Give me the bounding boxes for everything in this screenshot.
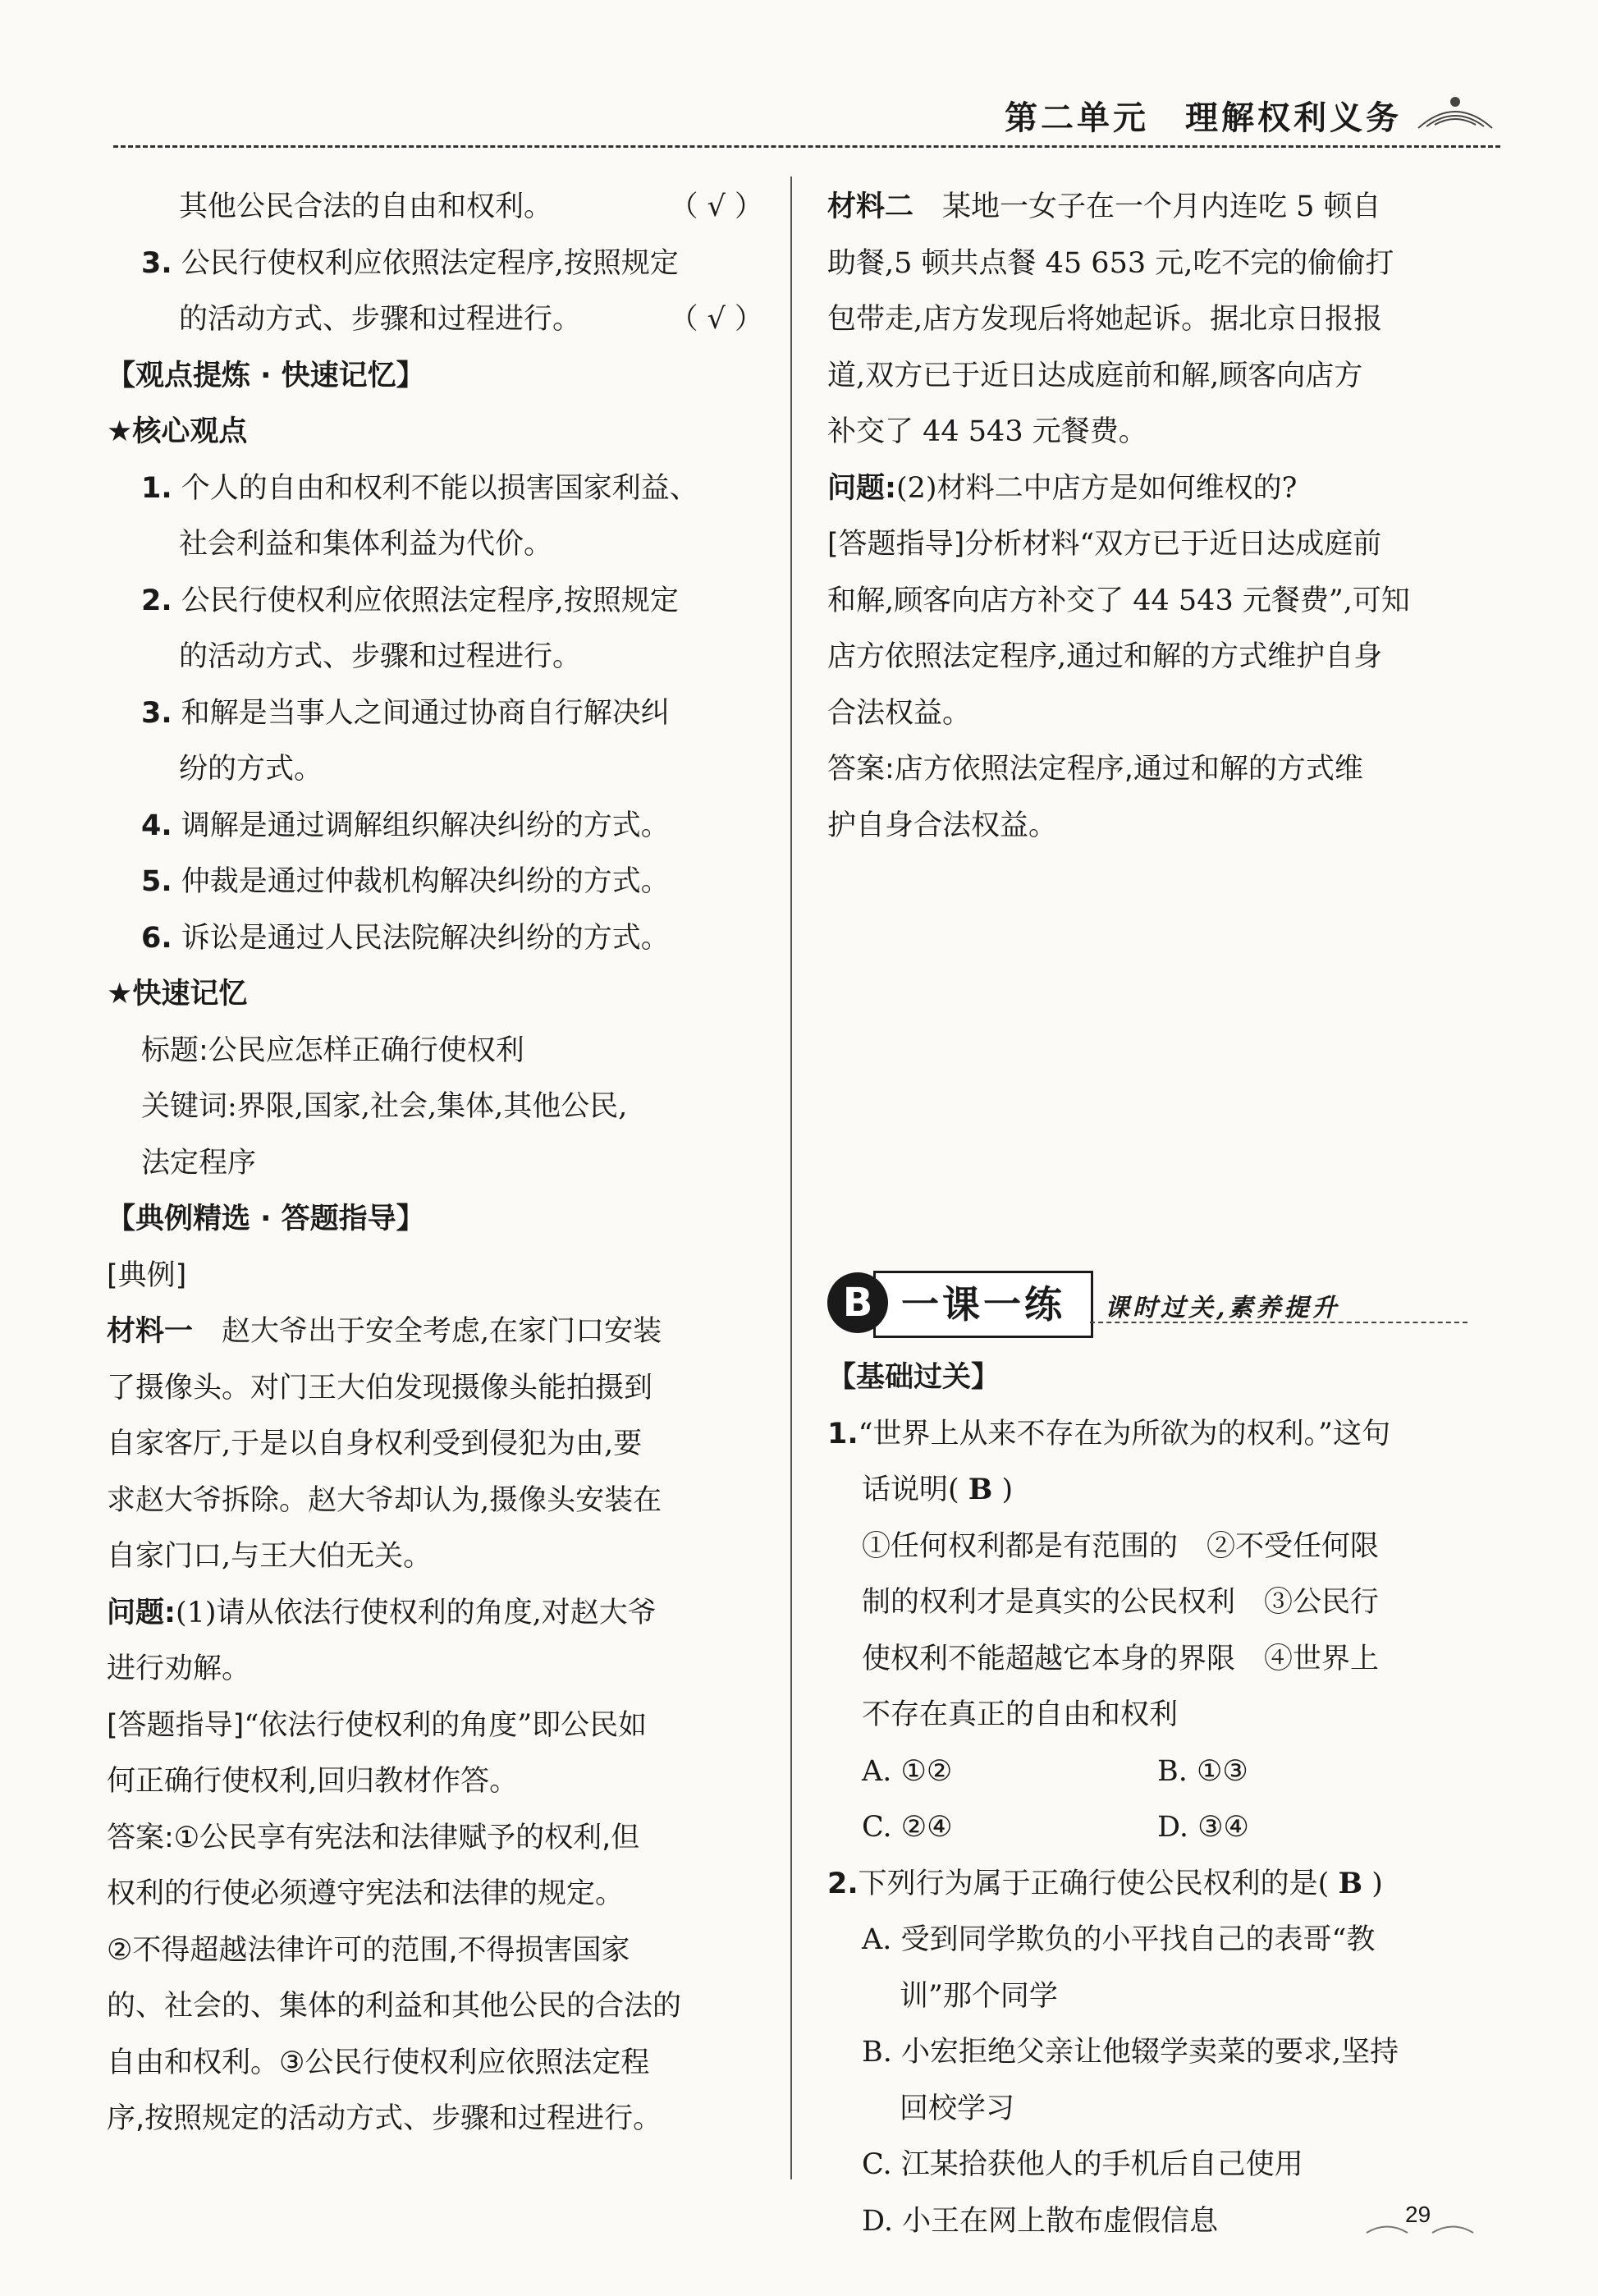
question-two: 问题:(2)材料二中店方是如何维权的? — [827, 471, 1298, 505]
section-heading: 【基础过关】 — [827, 1361, 1000, 1394]
answer-line: 自由和权利。③公民行使权利应依照法定程 — [107, 2046, 650, 2079]
guide-two: [答题指导]分析材料“双方已于近日达成庭前 — [827, 528, 1382, 561]
leaf-ornament-icon — [1410, 87, 1500, 136]
text-line: 合法权益。 — [827, 696, 972, 730]
footer-ornament-icon — [1362, 2216, 1477, 2241]
answer-choice: B — [1338, 1866, 1363, 1900]
question-1: 1.“世界上从来不存在为所欲为的权利。”这句 — [827, 1417, 1390, 1450]
question-2: 2.下列行为属于正确行使公民权利的是( B ) — [827, 1866, 1383, 1900]
material-one: 材料一 赵大爷出于安全考虑,在家门口安装 — [107, 1315, 662, 1348]
page-header — [113, 82, 1500, 148]
list-item-cont: 社会利益和集体利益为代价。 — [179, 528, 553, 561]
list-item: 6. 诉讼是通过人民法院解决纠纷的方式。 — [141, 921, 670, 955]
option-c: C. ②④ — [862, 1811, 953, 1844]
memory-keywords-cont: 法定程序 — [141, 1146, 257, 1180]
text-line: 求赵大爷拆除。赵大爷却认为,摄像头安装在 — [107, 1483, 662, 1517]
text-line: 道,双方已于近日达成庭前和解,顾客向店方 — [827, 359, 1363, 392]
text-line: 何正确行使权利,回归教材作答。 — [107, 1765, 519, 1798]
text-line: 和解,顾客向店方补交了 44 543 元餐费”,可知 — [827, 584, 1410, 617]
answer-line: 的、社会的、集体的利益和其他公民的合法的 — [107, 1990, 682, 2023]
unit-title: 第二单元 理解权利义务 — [1005, 99, 1402, 137]
question-one: 问题:(1)请从依法行使权利的角度,对赵大爷 — [107, 1596, 657, 1629]
option-d: D. ③④ — [1157, 1811, 1249, 1844]
option-row — [827, 1744, 1484, 1800]
right-column — [827, 179, 1484, 2249]
answer-one: 答案:①公民享有宪法和法律赋予的权利,但 — [107, 1821, 640, 1854]
text-line: 助餐,5 顿共点餐 45 653 元,吃不完的偷偷打 — [827, 246, 1394, 280]
answer-line: 序,按照规定的活动方式、步骤和过程进行。 — [107, 2102, 662, 2135]
answer-line: 护自身合法权益。 — [827, 809, 1058, 842]
answer-two: 答案:店方依照法定程序,通过和解的方式维 — [827, 753, 1363, 786]
statement-line: ①任何权利都是有范围的 ②不受任何限 — [862, 1529, 1380, 1563]
statement-line: 使权利不能超越它本身的界限 ④世界上 — [862, 1642, 1380, 1675]
text-line: 包带走,店方发现后将她起诉。据北京日报报 — [827, 303, 1383, 336]
answer-line: 权利的行使必须遵守宪法和法律的规定。 — [107, 1877, 625, 1910]
banner-title: 一课一练 — [873, 1271, 1093, 1338]
left-column — [107, 179, 763, 2147]
core-heading: ★核心观点 — [107, 415, 248, 448]
memory-keywords: 关键词:界限,国家,社会,集体,其他公民, — [141, 1090, 628, 1123]
list-item: 2. 公民行使权利应依照法定程序,按照规定 — [141, 584, 679, 617]
text-line: 补交了 44 543 元餐费。 — [827, 415, 1147, 448]
option-cont: 回校学习 — [900, 2092, 1015, 2125]
text-line: 的活动方式、步骤和过程进行。 （ √ ） — [107, 291, 763, 348]
text-line: 了摄像头。对门王大伯发现摄像头能拍摄到 — [107, 1371, 653, 1405]
blank-space — [827, 854, 1484, 1264]
text-line: 3. 公民行使权利应依照法定程序,按照规定 — [141, 246, 679, 280]
practice-banner — [827, 1264, 1484, 1340]
option-a: A. 受到同学欺负的小平找自己的表哥“教 — [862, 1923, 1376, 1956]
list-item: 3. 和解是当事人之间通过协商自行解决纠 — [141, 696, 670, 730]
text-line: 店方依照法定程序,通过和解的方式维护自身 — [827, 640, 1383, 673]
option-b: B. 小宏拒绝父亲让他辍学卖菜的要求,坚持 — [862, 2036, 1399, 2069]
header-dashed-rule — [113, 145, 1500, 148]
guide-one: [答题指导]“依法行使权利的角度”即公民如 — [107, 1708, 648, 1742]
answer-line: ②不得超越法律许可的范围,不得损害国家 — [107, 1933, 630, 1967]
banner-subtitle: 课时过关,素养提升 — [1105, 1294, 1340, 1322]
list-item-cont: 纷的方式。 — [179, 753, 323, 786]
check-mark: （ √ ） — [669, 190, 763, 223]
check-mark: （ √ ） — [669, 303, 763, 336]
text-line: 自家门口,与王大伯无关。 — [107, 1540, 433, 1573]
text-line: 自家客厅,于是以自身权利受到侵犯为由,要 — [107, 1428, 643, 1460]
option-d: D. 小王在网上散布虚假信息 — [862, 2204, 1219, 2238]
option-a: A. ①② — [862, 1754, 953, 1788]
list-item: 1. 个人的自由和权利不能以损害国家利益、 — [141, 471, 698, 505]
memory-title-line: 标题:公民应怎样正确行使权利 — [141, 1033, 524, 1067]
answer-choice: B — [968, 1473, 993, 1506]
statement-line: 不存在真正的自由和权利 — [862, 1698, 1179, 1731]
section-heading: 【典例精选 · 答题指导】 — [107, 1203, 425, 1235]
column-divider — [790, 176, 792, 2179]
option-row — [827, 1799, 1484, 1856]
text-line: 进行劝解。 — [107, 1652, 251, 1685]
section-heading: 【观点提炼 · 快速记忆】 — [107, 359, 425, 392]
material-two: 材料二 某地一女子在一个月内连吃 5 顿自 — [827, 190, 1381, 223]
list-item: 4. 调解是通过调解组织解决纠纷的方式。 — [141, 809, 670, 842]
statement-line: 制的权利才是真实的公民权利 ③公民行 — [862, 1586, 1380, 1619]
banner-letter-badge: B — [827, 1272, 888, 1333]
option-cont: 训”那个同学 — [900, 1979, 1058, 2013]
core-list — [107, 461, 763, 967]
text-line: 其他公民合法的自由和权利。 （ √ ） — [107, 179, 763, 236]
list-item-cont: 的活动方式、步骤和过程进行。 — [179, 640, 582, 673]
page-number: 29 — [1405, 2202, 1431, 2227]
option-b: B. ①③ — [1157, 1754, 1248, 1788]
memory-heading: ★快速记忆 — [107, 978, 248, 1011]
question-1-stem: 话说明( B ) — [862, 1473, 1014, 1506]
option-c: C. 江某拾获他人的手机后自己使用 — [862, 2148, 1303, 2181]
list-item: 5. 仲裁是通过仲裁机构解决纠纷的方式。 — [141, 865, 670, 898]
example-label: [典例] — [107, 1258, 187, 1292]
banner-dashed-rule — [1090, 1322, 1468, 1323]
